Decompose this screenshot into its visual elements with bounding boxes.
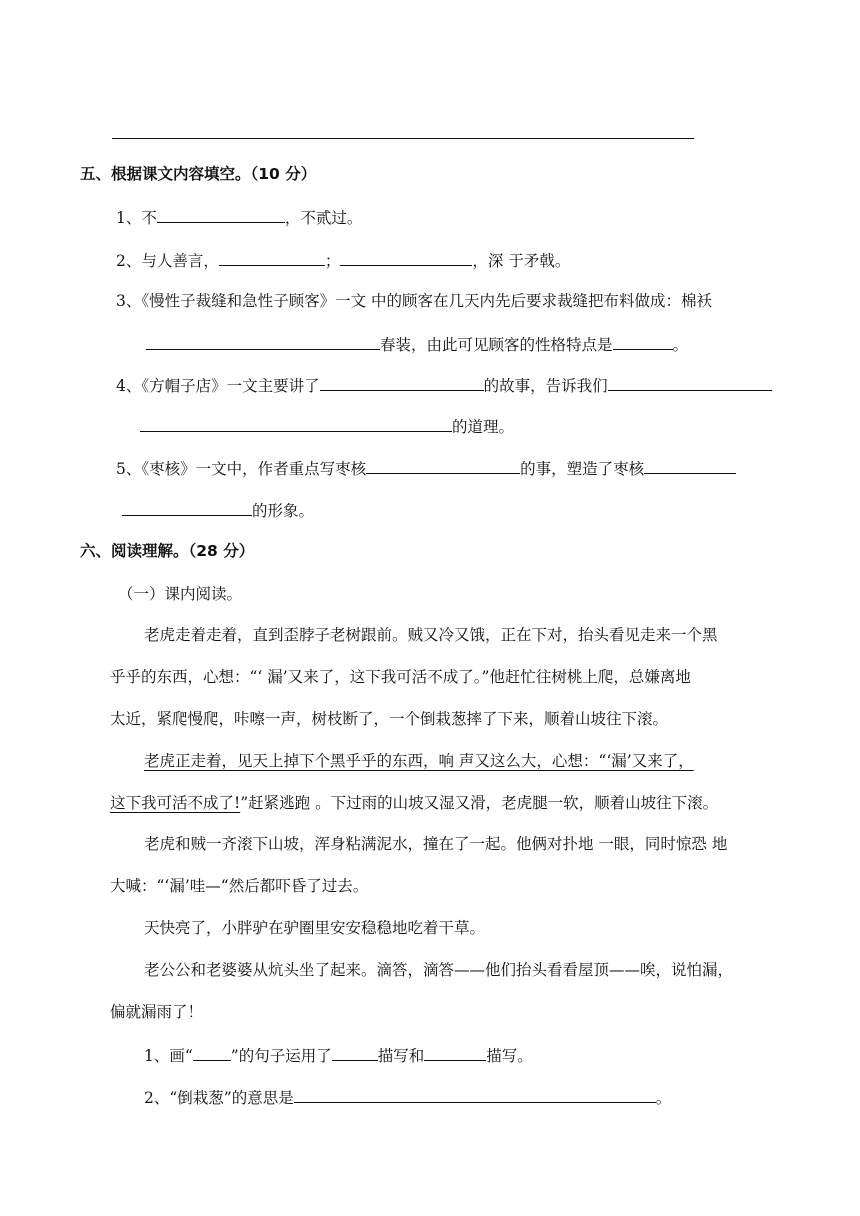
fill-blank[interactable] [320, 374, 484, 391]
passage-line [110, 793, 718, 813]
section-heading-5: 五、根据课文内容填空。（10 分） [80, 165, 317, 183]
passage-line: 老公公和老婆婆从炕头坐了起来。滴答，滴答——他们抬头看看屋顶——唉，说怕漏， [144, 961, 734, 979]
text: 春装，由此可见顾客的性格特点是 [380, 336, 613, 354]
text: 5、《枣核》一文中，作者重点写枣核 [116, 460, 367, 478]
fill-blank[interactable] [644, 457, 736, 474]
fill-blank[interactable] [193, 1044, 231, 1061]
fill-blank[interactable] [340, 249, 472, 266]
text: ，深 于矛戟。 [472, 252, 571, 270]
passage-line: 老虎走着走着，直到歪脖子老树跟前。贼又冷又饿，正在下对，抬头看见走来一个黑 [144, 626, 718, 644]
passage-line: 乎乎的东西，心想：“‘ 漏’又来了，这下我可活不成了。”他赶忙往树桃上爬，总嫌离地 [110, 668, 691, 686]
fill-blank[interactable] [613, 333, 673, 350]
fill-blank[interactable] [146, 333, 380, 350]
question-5-4-line2 [140, 415, 514, 437]
question-6-1 [144, 1044, 533, 1066]
fill-blank[interactable] [366, 457, 520, 474]
text: 。 [655, 1089, 672, 1107]
question-5-1 [116, 206, 362, 228]
section-heading-6: 六、阅读理解。（28 分） [80, 542, 255, 560]
text: 。 [672, 336, 689, 354]
passage-line: 大喊：“‘漏’哇—“然后都吓昏了过去。 [110, 877, 369, 895]
text: 描写。 [486, 1047, 533, 1065]
text: 的事，塑造了枣核 [520, 460, 645, 478]
fill-blank[interactable] [219, 249, 325, 266]
fill-blank[interactable] [140, 415, 452, 432]
text: 的故事，告诉我们 [483, 377, 608, 395]
fill-blank[interactable] [424, 1044, 486, 1061]
question-5-3-line1: 3、《慢性子裁缝和急性子顾客》一文 中的顾客在几天内先后要求裁缝把布料做成：棉袄 [116, 292, 713, 310]
question-5-5-line1 [116, 457, 736, 479]
passage-line: 偏就漏雨了！ [110, 1003, 204, 1021]
fill-blank[interactable] [608, 374, 772, 391]
fill-blank[interactable] [157, 206, 285, 223]
fill-blank[interactable] [294, 1086, 656, 1103]
answer-line-top [112, 138, 694, 139]
question-5-3-line2 [146, 333, 688, 355]
text: 1、画“ [144, 1047, 193, 1065]
text: 2、与人善言， [116, 252, 219, 270]
question-5-4-line1 [116, 374, 772, 396]
text: ”赶紧逃跑 。下过雨的山坡又湿又滑，老虎腿一软，顺着山坡往下滚。 [240, 794, 719, 812]
text: 1、不 [116, 209, 157, 227]
text: 描写和 [377, 1047, 425, 1065]
fill-blank[interactable] [332, 1044, 378, 1061]
text: ”的句子运用了 [230, 1047, 332, 1065]
underlined-sentence-part2: 这下我可活不成了! [110, 794, 241, 812]
question-5-5-line2 [122, 499, 314, 521]
text: 2、“倒栽葱”的意思是 [144, 1089, 294, 1107]
passage-line: 老虎和贼一齐滚下山坡，浑身粘满泥水，撞在了一起。他俩对扑地 一眼，同时惊恐 地 [144, 835, 728, 853]
underlined-sentence-part1: 老虎正走着，见天上掉下个黑乎乎的东西，响 声又这么大，心想：“‘漏’又来了， [144, 752, 694, 770]
question-6-2 [144, 1086, 671, 1108]
passage-line: 太近，紧爬慢爬，咔嚓一声，树枝断了，一个倒栽葱摔了下来，顺着山坡往下滚。 [110, 710, 669, 728]
text: ，不贰过。 [284, 209, 363, 227]
text: 的道理。 [452, 418, 515, 436]
question-5-2 [116, 249, 570, 271]
passage-line: 天快亮了，小胖驴在驴圈里安安稳稳地吃着干草。 [144, 919, 486, 937]
text: ； [324, 252, 341, 270]
subsection-heading: （一）课内阅读。 [118, 585, 243, 603]
fill-blank[interactable] [122, 499, 252, 516]
text: 4、《方帽子店》一文主要讲了 [116, 377, 320, 395]
text: 的形象。 [252, 502, 315, 520]
